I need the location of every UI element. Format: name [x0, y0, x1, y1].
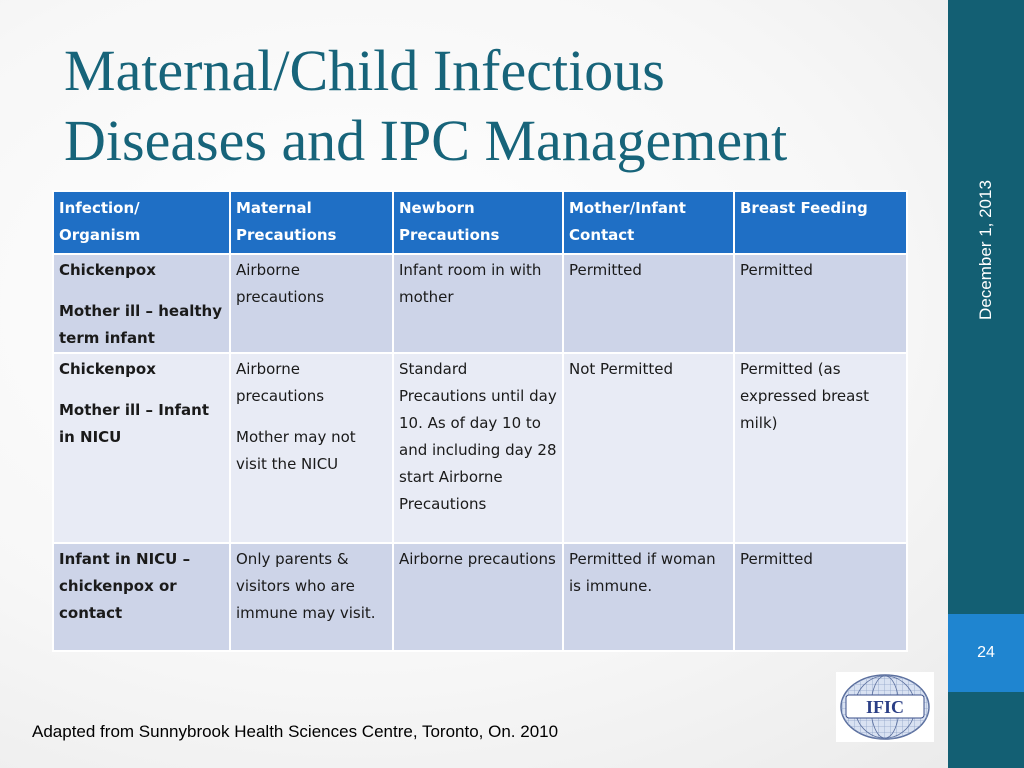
- organism-detail: Mother ill – healthy term infant: [59, 302, 222, 347]
- title-line-2: Diseases and IPC Management: [64, 108, 788, 173]
- logo-text: IFIC: [865, 697, 905, 717]
- cell-contact: Not Permitted: [563, 353, 734, 543]
- slide-date: December 1, 2013: [976, 180, 995, 320]
- maternal-note: Mother may not visit the NICU: [236, 428, 356, 473]
- header-maternal-precautions: Maternal Precautions: [230, 191, 393, 254]
- maternal-text: Only parents & visitors who are immune may visit.: [236, 550, 376, 622]
- header-newborn-precautions: Newborn Precautions: [393, 191, 563, 254]
- newborn-text: Infant room in with mother: [399, 261, 542, 306]
- cell-newborn: [393, 543, 563, 651]
- header-breast-feeding: Breast Feeding: [734, 191, 907, 254]
- cell-organism: [53, 353, 230, 543]
- newborn-text: Standard Precautions until day 10. As of day 10 to and including day 28 start Airborne Precautions: [399, 360, 557, 513]
- cell-organism: [53, 254, 230, 353]
- cell-maternal: [230, 254, 393, 353]
- table-row: [53, 543, 907, 651]
- cell-breast-feeding: Permitted: [734, 543, 907, 651]
- header-infection-organism: Infection/ Organism: [53, 191, 230, 254]
- ific-logo: [836, 672, 934, 742]
- header-mother-infant-contact: Mother/Infant Contact: [563, 191, 734, 254]
- ific-logo-icon: [836, 672, 934, 742]
- title-line-1: Maternal/Child Infectious: [64, 38, 665, 103]
- table-row: [53, 254, 907, 353]
- organism-name: Chickenpox: [59, 261, 156, 279]
- organism-name: Infant in NICU – chickenpox or contact: [59, 550, 191, 622]
- cell-contact: Permitted if woman is immune.: [563, 543, 734, 651]
- cell-newborn: [393, 254, 563, 353]
- table-header-row: [53, 191, 907, 254]
- organism-detail: Mother ill – Infant in NICU: [59, 401, 209, 446]
- cell-contact: Permitted: [563, 254, 734, 353]
- maternal-text: Airborne precautions: [236, 261, 325, 306]
- cell-maternal: [230, 543, 393, 651]
- newborn-text: Airborne precautions: [399, 550, 556, 568]
- page-number-text: 24: [977, 644, 995, 661]
- slide-title: [64, 36, 924, 176]
- maternal-text: Airborne precautions: [236, 360, 325, 405]
- source-citation: Adapted from Sunnybrook Health Sciences Centre, Toronto, On. 2010: [32, 722, 559, 741]
- ipc-table: [52, 190, 908, 652]
- cell-breast-feeding: Permitted (as expressed breast milk): [734, 353, 907, 543]
- cell-newborn: [393, 353, 563, 543]
- table-row: [53, 353, 907, 543]
- organism-name: Chickenpox: [59, 360, 156, 378]
- cell-organism: [53, 543, 230, 651]
- cell-maternal: [230, 353, 393, 543]
- page-number: [948, 614, 1024, 692]
- cell-breast-feeding: Permitted: [734, 254, 907, 353]
